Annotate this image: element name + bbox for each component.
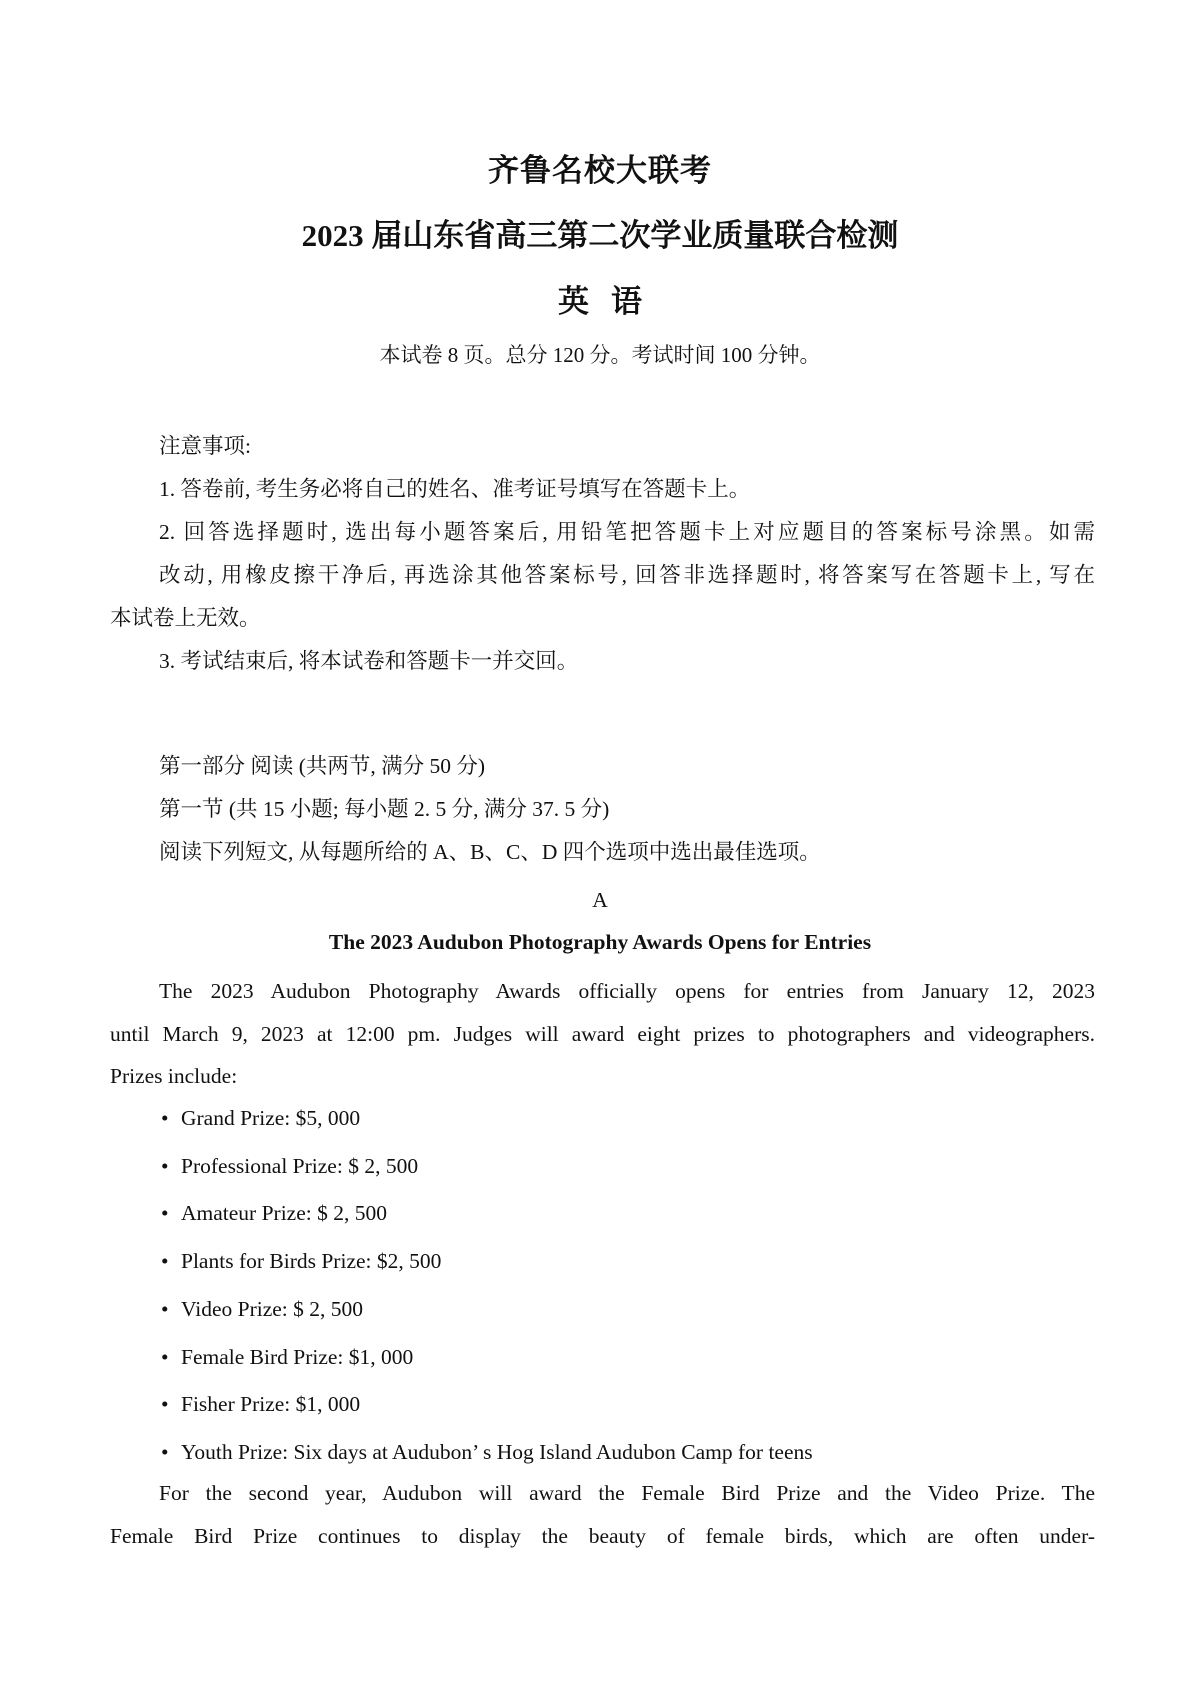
list-item: • Professional Prize: $ 2, 500	[161, 1143, 813, 1191]
section-part: 第一部分 阅读 (共两节, 满分 50 分)	[159, 754, 486, 778]
passage-paragraph-2	[110, 1472, 1095, 1557]
exam-title: 2023 届山东省高三第二次学业质量联合检测	[301, 218, 899, 253]
section-instruction: 阅读下列短文, 从每题所给的 A、B、C、D 四个选项中选出最佳选项。	[159, 840, 821, 864]
list-item: • Video Prize: $ 2, 500	[161, 1286, 813, 1334]
passage-label: A	[592, 888, 608, 912]
passage-para2-line-2: Female Bird Prize continues to display the beauty of female birds, which are often under-	[110, 1523, 1095, 1548]
notes-item-3: 3. 考试结束后, 将本试卷和答题卡一并交回。	[159, 649, 579, 673]
bullet-icon: •	[161, 1249, 169, 1274]
passage-paragraph-1	[110, 970, 1095, 1098]
subject-title: 英语	[558, 284, 664, 319]
list-item: • Amateur Prize: $ 2, 500	[161, 1190, 813, 1238]
list-item: • Youth Prize: Six days at Audubon’ s Hog Island Audubon Camp for teens	[161, 1429, 813, 1477]
list-item: • Plants for Birds Prize: $2, 500	[161, 1238, 813, 1286]
list-item: • Grand Prize: $5, 000	[161, 1095, 813, 1143]
list-item: • Female Bird Prize: $1, 000	[161, 1334, 813, 1382]
exam-info: 本试卷 8 页。总分 120 分。考试时间 100 分钟。	[379, 343, 821, 367]
bullet-icon: •	[161, 1344, 169, 1369]
notes-block	[110, 425, 1095, 683]
passage-para2-line-1: For the second year, Audubon will award the Female Bird Prize and the Video Prize. The	[159, 1481, 1095, 1505]
passage-para1-line-3: Prizes include:	[110, 1064, 238, 1088]
exam-series-title: 齐鲁名校大联考	[488, 153, 712, 188]
notes-item-1: 1. 答卷前, 考生务必将自己的姓名、准考证号填写在答题卡上。	[159, 477, 751, 501]
notes-item-2-line-2: 改动, 用橡皮擦干净后, 再选涂其他答案标号, 回答非选择题时, 将答案写在答题卡上, 写在	[159, 563, 1095, 587]
section-block	[110, 745, 1095, 874]
passage-para1-line-1: The 2023 Audubon Photography Awards officially opens for entries from January 12, 2023	[159, 979, 1095, 1003]
notes-item-2-line-1: 2. 回答选择题时, 选出每小题答案后, 用铅笔把答题卡上对应题目的答案标号涂黑。如需	[159, 520, 1095, 544]
passage-para1-line-2: until March 9, 2023 at 12:00 pm. Judges will award eight prizes to photographers and videographers.	[110, 1021, 1095, 1046]
prize-list	[161, 1095, 813, 1477]
list-item: • Fisher Prize: $1, 000	[161, 1381, 813, 1429]
bullet-icon: •	[161, 1153, 169, 1178]
passage-title: The 2023 Audubon Photography Awards Opens for Entries	[328, 930, 872, 954]
notes-heading: 注意事项:	[159, 434, 251, 458]
notes-item-2-line-3: 本试卷上无效。	[110, 606, 261, 630]
bullet-icon: •	[161, 1392, 169, 1417]
bullet-icon: •	[161, 1201, 169, 1226]
section-subsection: 第一节 (共 15 小题; 每小题 2. 5 分, 满分 37. 5 分)	[159, 797, 610, 821]
bullet-icon: •	[161, 1106, 169, 1130]
bullet-icon: •	[161, 1296, 169, 1321]
bullet-icon: •	[161, 1439, 169, 1464]
